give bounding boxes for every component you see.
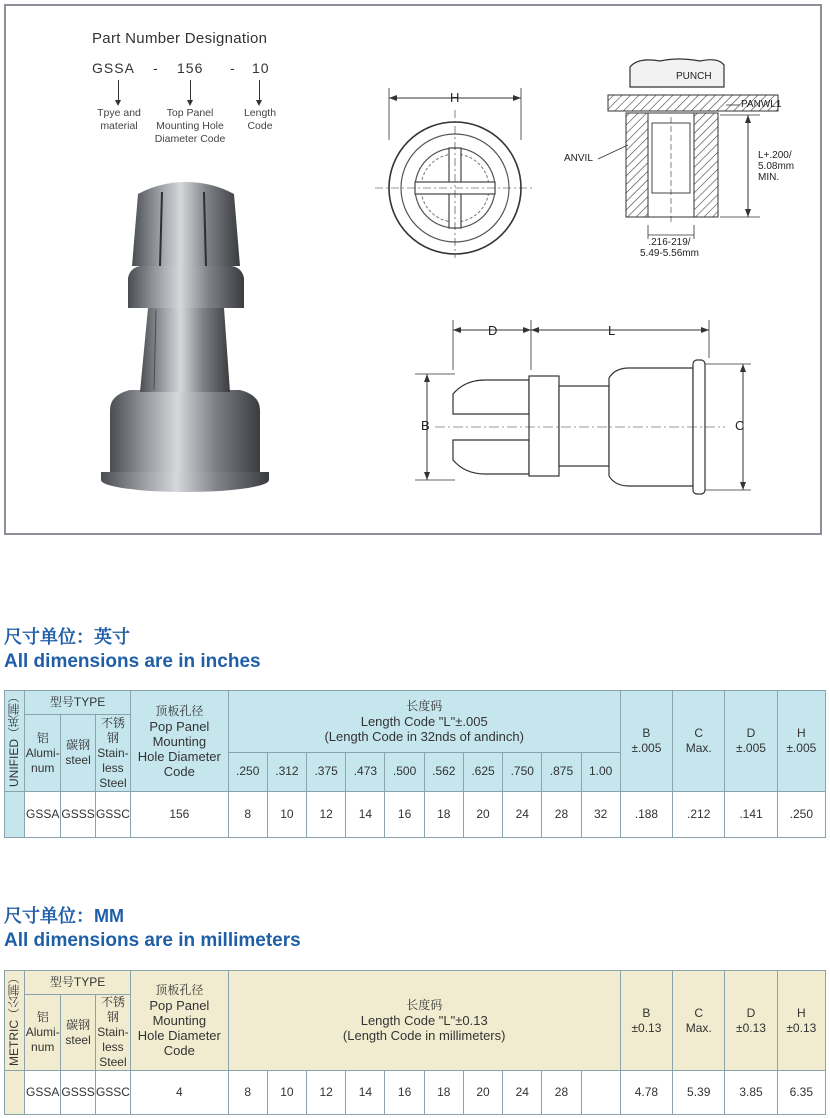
mm-side-cell [5, 971, 25, 1071]
mm-len-en-1: Length Code "L"±0.13 [360, 1013, 488, 1028]
inch-mat-ss-3: less [102, 760, 124, 775]
mm-mat-ss [95, 995, 130, 1071]
arrow-type [118, 80, 119, 101]
mm-code-2: 12 [307, 1071, 346, 1115]
mm-mat-al-2: Alumi- [25, 1025, 60, 1039]
inch-side-cell [5, 691, 25, 792]
mm-row-h: 6.35 [777, 1071, 825, 1115]
mm-c-h2: Max. [685, 1020, 712, 1035]
inch-mat-ss-1: 不锈钢 [100, 715, 125, 745]
mm-row-al: GSSA [25, 1071, 61, 1115]
inch-spec-table [4, 690, 826, 838]
inch-b-header [620, 691, 672, 792]
mm-panel-cn: 顶板孔径 [155, 983, 204, 997]
code-dash-2: - [230, 60, 236, 76]
label-hole [150, 107, 230, 146]
mm-code-1: 10 [267, 1071, 306, 1115]
inch-code-4: 16 [385, 792, 424, 838]
mm-c-h1: C [694, 1005, 704, 1020]
mm-h-h1: H [796, 1005, 806, 1020]
inch-code-7: 24 [503, 792, 542, 838]
inch-c-h1: C [694, 726, 704, 740]
inch-mat-steel-2: steel [65, 753, 91, 767]
inch-mat-al-1: 铝 [36, 730, 49, 745]
inch-code-6: 20 [463, 792, 502, 838]
mm-code-6: 20 [463, 1071, 502, 1115]
inch-code-3: 14 [346, 792, 385, 838]
mm-h-h2: ±0.13 [786, 1020, 817, 1035]
inch-len-4: .500 [385, 752, 424, 791]
inch-len-0: .250 [228, 752, 267, 791]
mm-panel-en-3: Hole Diameter [137, 1028, 221, 1043]
inch-h-header [777, 691, 825, 792]
length-note-1: L+.200/ [758, 150, 792, 161]
mm-row-ss: GSSC [95, 1071, 130, 1115]
label-type-text: Tpye and material [97, 107, 141, 132]
inch-row-d: .141 [725, 792, 777, 838]
arrow-hole [190, 80, 191, 101]
inch-code-2: 12 [307, 792, 346, 838]
inch-mat-al [25, 715, 61, 792]
inch-code-5: 18 [424, 792, 463, 838]
mm-mat-steel [61, 995, 96, 1071]
mm-code-5: 18 [424, 1071, 463, 1115]
mm-b-h2: ±0.13 [631, 1020, 662, 1035]
mm-mat-ss-2: Stain- [97, 1025, 129, 1039]
code-type: GSSA [92, 60, 135, 76]
inch-len-en-1: Length Code "L"±.005 [360, 713, 488, 729]
inch-mat-al-3: num [31, 760, 55, 775]
inch-len-2: .375 [307, 752, 346, 791]
product-photo [100, 180, 275, 500]
inch-len-7: .750 [503, 752, 542, 791]
label-type [88, 107, 150, 133]
inch-mat-ss [95, 715, 130, 792]
code-length: 10 [252, 60, 270, 76]
inch-code-1: 10 [267, 792, 306, 838]
length-note-3: MIN. [758, 172, 780, 183]
dim-c-label: C [735, 418, 745, 433]
label-length [236, 107, 284, 133]
mm-row-b: 4.78 [620, 1071, 672, 1115]
inch-code-0: 8 [228, 792, 267, 838]
anvil-label: ANVIL [564, 153, 593, 164]
mm-c-header [673, 971, 725, 1071]
mm-d-h1: D [746, 1005, 756, 1020]
inch-len-9: 1.00 [581, 752, 620, 791]
inch-h-h2: ±.005 [786, 741, 817, 755]
inch-mat-steel [61, 715, 96, 792]
inch-c-header [673, 691, 725, 792]
label-hole-text: Top Panel Mounting Hole Diameter Code [154, 107, 226, 145]
mm-heading-cn: 尺寸单位：MM [4, 906, 124, 926]
inch-row-steel: GSSS [61, 792, 96, 838]
inch-mat-ss-2: Stain- [97, 745, 129, 760]
mm-code-0: 8 [228, 1071, 267, 1115]
inch-panel-en-3: Hole Diameter [137, 748, 221, 764]
inch-panel-en-2: Mounting [152, 733, 207, 749]
inch-d-h2: ±.005 [736, 741, 766, 755]
inch-panel-en-4: Code [163, 763, 195, 779]
mm-mat-ss-3: less [102, 1040, 124, 1054]
inch-d-header [725, 691, 777, 792]
inch-row-panel: 156 [131, 792, 229, 838]
designation-title: Part Number Designation [92, 30, 268, 47]
dim-d-label: D [488, 323, 498, 338]
inch-row-ss: GSSC [95, 792, 130, 838]
panel-label: PANWL1 [741, 99, 782, 110]
hole-note [640, 237, 699, 259]
inch-h-h1: H [796, 726, 806, 740]
inch-c-h2: Max. [685, 741, 712, 755]
mm-panel-header [131, 971, 229, 1071]
dim-h-label: H [450, 90, 460, 105]
label-length-text: Length Code [243, 107, 277, 132]
mm-row-panel: 4 [131, 1071, 229, 1115]
mm-panel-en-4: Code [163, 1043, 195, 1058]
inch-len-en-2: (Length Code in 32nds of andinch) [324, 728, 524, 744]
length-note [758, 150, 794, 183]
inch-len-8: .875 [542, 752, 581, 791]
mm-code-9 [581, 1071, 620, 1115]
inch-code-9: 32 [581, 792, 620, 838]
inch-b-h2: ±.005 [631, 741, 662, 755]
mm-heading-en: All dimensions are in millimeters [4, 930, 301, 951]
inch-row-al: GSSA [25, 792, 61, 838]
inch-len-3: .473 [346, 752, 385, 791]
inch-mat-al-2: Alumi- [25, 745, 60, 760]
mm-code-8: 28 [542, 1071, 581, 1115]
mm-type-header: 型号TYPE [25, 971, 131, 995]
mm-spec-table [4, 970, 826, 1115]
inch-b-h1: B [642, 726, 651, 740]
mm-row-d: 3.85 [725, 1071, 777, 1115]
mm-mat-ss-1: 不锈钢 [100, 995, 125, 1024]
inch-row-h: .250 [777, 792, 825, 838]
mm-code-3: 14 [346, 1071, 385, 1115]
inch-panel-header [131, 691, 229, 792]
mm-row-steel: GSSS [61, 1071, 96, 1115]
inch-d-h1: D [746, 726, 756, 740]
mm-mat-al [25, 995, 61, 1071]
side-view-drawing [405, 310, 755, 510]
mm-h-header [777, 971, 825, 1071]
mm-b-header [620, 971, 672, 1071]
inch-heading-en: All dimensions are in inches [4, 651, 261, 672]
mm-mat-al-1: 铝 [36, 1010, 49, 1024]
mm-side-label: METRIC（公制） [7, 971, 22, 1066]
code-dash-1: - [153, 60, 159, 76]
mm-d-header [725, 971, 777, 1071]
hole-note-2: 5.49-5.56mm [640, 248, 699, 259]
inch-row-side [5, 792, 25, 838]
inch-panel-en-1: Pop Panel [149, 718, 210, 734]
mm-mat-ss-4: Steel [99, 1055, 127, 1069]
mm-b-h1: B [642, 1005, 651, 1020]
inch-len-cn: 长度码 [406, 698, 443, 713]
arrow-length [259, 80, 260, 101]
inch-panel-cn: 顶板孔径 [155, 703, 204, 718]
inch-len-1: .312 [267, 752, 306, 791]
inch-length-header [228, 691, 620, 753]
inch-row-b: .188 [620, 792, 672, 838]
punch-label: PUNCH [676, 71, 712, 82]
mm-data-row [5, 1071, 826, 1115]
mm-code-4: 16 [385, 1071, 424, 1115]
mm-mat-steel-1: 碳钢 [66, 1017, 91, 1032]
inch-mat-ss-4: Steel [99, 775, 127, 790]
mm-row-c: 5.39 [673, 1071, 725, 1115]
mm-d-h2: ±0.13 [736, 1020, 766, 1035]
mm-mat-steel-2: steel [65, 1032, 91, 1047]
front-view-drawing [375, 80, 535, 260]
mm-length-header [228, 971, 620, 1071]
inch-type-header: 型号TYPE [25, 691, 131, 715]
inch-data-row [5, 792, 826, 838]
dim-b-label: B [421, 418, 430, 433]
mm-code-7: 24 [503, 1071, 542, 1115]
inch-len-6: .625 [463, 752, 502, 791]
mm-mat-al-3: num [31, 1040, 55, 1054]
inch-heading-cn: 尺寸单位：英寸 [4, 627, 130, 647]
mm-panel-en-2: Mounting [152, 1013, 207, 1028]
inch-mat-steel-1: 碳钢 [66, 738, 91, 752]
inch-code-8: 28 [542, 792, 581, 838]
mm-len-cn: 长度码 [406, 998, 443, 1012]
mm-row-side [5, 1071, 25, 1115]
inch-side-label: UNIFIED（英制） [7, 691, 22, 787]
inch-len-5: .562 [424, 752, 463, 791]
length-note-2: 5.08mm [758, 161, 795, 172]
dim-l-label: L [608, 323, 616, 338]
mm-panel-en-1: Pop Panel [149, 998, 210, 1013]
hole-note-1: .216-219/ [648, 237, 691, 248]
mm-len-en-2: (Length Code in millimeters) [342, 1028, 506, 1043]
code-hole: 156 [177, 60, 204, 76]
inch-row-c: .212 [673, 792, 725, 838]
